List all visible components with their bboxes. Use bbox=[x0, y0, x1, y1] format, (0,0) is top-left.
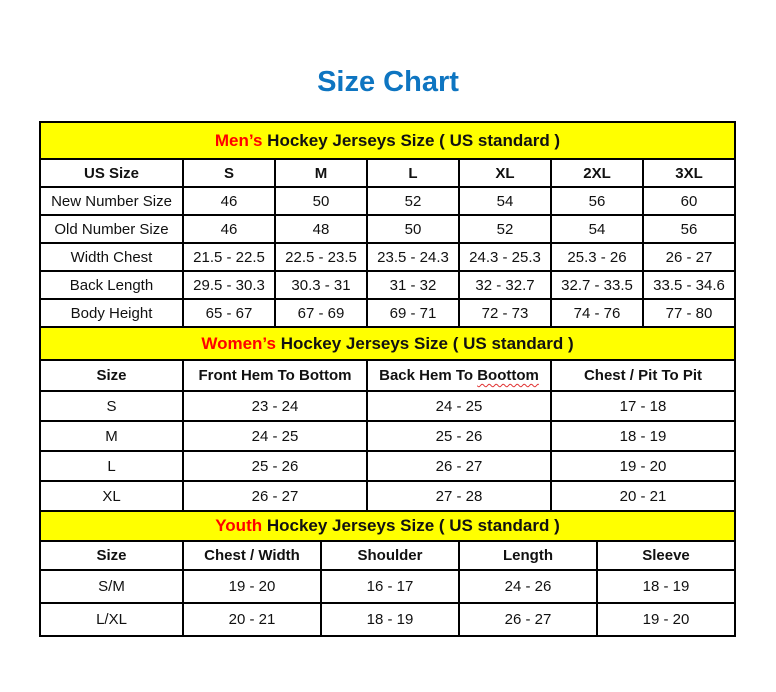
cell: 19 - 20 bbox=[183, 570, 321, 603]
youth-column-header-row bbox=[40, 541, 735, 570]
table-row bbox=[40, 421, 735, 451]
cell: 26 - 27 bbox=[643, 243, 735, 271]
cell: 26 - 27 bbox=[183, 481, 367, 511]
youth-section-header-row bbox=[40, 511, 735, 541]
cell: 30.3 - 31 bbox=[275, 271, 367, 299]
mens-section-rest: Hockey Jerseys Size ( US standard ) bbox=[267, 130, 561, 150]
womens-column-header-row bbox=[40, 360, 735, 391]
cell: 32 - 32.7 bbox=[459, 271, 551, 299]
youth-col-header: Length bbox=[459, 541, 597, 570]
cell: 33.5 - 34.6 bbox=[643, 271, 735, 299]
womens-col-header: Front Hem To Bottom bbox=[183, 360, 367, 391]
cell: 26 - 27 bbox=[459, 603, 597, 636]
table-row bbox=[40, 243, 735, 271]
youth-col-header: Size bbox=[40, 541, 183, 570]
womens-section-prefix: Women’s bbox=[201, 333, 276, 353]
cell: 46 bbox=[183, 215, 275, 243]
row-label: Old Number Size bbox=[40, 215, 183, 243]
mens-col-header: XL bbox=[459, 159, 551, 187]
cell: 29.5 - 30.3 bbox=[183, 271, 275, 299]
size-chart-tables bbox=[39, 121, 736, 637]
cell: 32.7 - 33.5 bbox=[551, 271, 643, 299]
table-row bbox=[40, 570, 735, 603]
cell: 23.5 - 24.3 bbox=[367, 243, 459, 271]
cell: 54 bbox=[551, 215, 643, 243]
womens-col-header: Chest / Pit To Pit bbox=[551, 360, 735, 391]
row-label: New Number Size bbox=[40, 187, 183, 215]
cell: 27 - 28 bbox=[367, 481, 551, 511]
row-label: Back Length bbox=[40, 271, 183, 299]
cell: 21.5 - 22.5 bbox=[183, 243, 275, 271]
cell: 77 - 80 bbox=[643, 299, 735, 327]
table-row bbox=[40, 481, 735, 511]
table-row bbox=[40, 187, 735, 215]
row-label: Width Chest bbox=[40, 243, 183, 271]
mens-col-header: M bbox=[275, 159, 367, 187]
mens-column-header-row bbox=[40, 159, 735, 187]
cell: 19 - 20 bbox=[597, 603, 735, 636]
row-label: Body Height bbox=[40, 299, 183, 327]
mens-section-header bbox=[40, 122, 735, 159]
cell: 54 bbox=[459, 187, 551, 215]
mens-size-table bbox=[39, 121, 736, 328]
cell: 60 bbox=[643, 187, 735, 215]
cell: 20 - 21 bbox=[183, 603, 321, 636]
row-label: S/M bbox=[40, 570, 183, 603]
row-label: XL bbox=[40, 481, 183, 511]
back-hem-label-plain: Back Hem To bbox=[379, 367, 474, 384]
mens-col-header: L bbox=[367, 159, 459, 187]
cell: 65 - 67 bbox=[183, 299, 275, 327]
youth-section-prefix: Youth bbox=[215, 516, 263, 535]
mens-col-header: 2XL bbox=[551, 159, 643, 187]
womens-col-header: Size bbox=[40, 360, 183, 391]
cell: 31 - 32 bbox=[367, 271, 459, 299]
mens-col-header: 3XL bbox=[643, 159, 735, 187]
cell: 20 - 21 bbox=[551, 481, 735, 511]
cell: 24 - 25 bbox=[367, 391, 551, 421]
cell: 25 - 26 bbox=[183, 451, 367, 481]
row-label: L bbox=[40, 451, 183, 481]
womens-section-header-row bbox=[40, 327, 735, 360]
cell: 25.3 - 26 bbox=[551, 243, 643, 271]
youth-col-header: Chest / Width bbox=[183, 541, 321, 570]
table-row bbox=[40, 391, 735, 421]
cell: 52 bbox=[459, 215, 551, 243]
cell: 18 - 19 bbox=[551, 421, 735, 451]
cell: 24 - 26 bbox=[459, 570, 597, 603]
mens-col-header: US Size bbox=[40, 159, 183, 187]
youth-section-header bbox=[40, 511, 735, 541]
cell: 19 - 20 bbox=[551, 451, 735, 481]
row-label: L/XL bbox=[40, 603, 183, 636]
cell: 72 - 73 bbox=[459, 299, 551, 327]
youth-col-header: Sleeve bbox=[597, 541, 735, 570]
cell: 50 bbox=[367, 215, 459, 243]
cell: 50 bbox=[275, 187, 367, 215]
womens-size-table bbox=[39, 326, 736, 512]
cell: 24.3 - 25.3 bbox=[459, 243, 551, 271]
page-title: Size Chart bbox=[317, 66, 459, 98]
cell: 67 - 69 bbox=[275, 299, 367, 327]
youth-section-rest: Hockey Jerseys Size ( US standard ) bbox=[266, 516, 560, 535]
cell: 16 - 17 bbox=[321, 570, 459, 603]
cell: 18 - 19 bbox=[321, 603, 459, 636]
cell: 18 - 19 bbox=[597, 570, 735, 603]
cell: 52 bbox=[367, 187, 459, 215]
youth-col-header: Shoulder bbox=[321, 541, 459, 570]
row-label: M bbox=[40, 421, 183, 451]
cell: 24 - 25 bbox=[183, 421, 367, 451]
table-row bbox=[40, 299, 735, 327]
table-row bbox=[40, 451, 735, 481]
cell: 74 - 76 bbox=[551, 299, 643, 327]
table-row bbox=[40, 603, 735, 636]
table-row bbox=[40, 271, 735, 299]
womens-col-header-back-hem bbox=[367, 360, 551, 391]
cell: 26 - 27 bbox=[367, 451, 551, 481]
cell: 25 - 26 bbox=[367, 421, 551, 451]
cell: 56 bbox=[643, 215, 735, 243]
womens-section-header bbox=[40, 327, 735, 360]
cell: 46 bbox=[183, 187, 275, 215]
youth-size-table bbox=[39, 510, 736, 637]
row-label: S bbox=[40, 391, 183, 421]
mens-col-header: S bbox=[183, 159, 275, 187]
cell: 69 - 71 bbox=[367, 299, 459, 327]
cell: 56 bbox=[551, 187, 643, 215]
cell: 17 - 18 bbox=[551, 391, 735, 421]
back-hem-label-typo-squiggle: Boottom bbox=[477, 367, 539, 384]
mens-section-header-row bbox=[40, 122, 735, 159]
cell: 23 - 24 bbox=[183, 391, 367, 421]
cell: 48 bbox=[275, 215, 367, 243]
mens-section-prefix: Men’s bbox=[214, 130, 263, 150]
table-row bbox=[40, 215, 735, 243]
cell: 22.5 - 23.5 bbox=[275, 243, 367, 271]
womens-section-rest: Hockey Jerseys Size ( US standard ) bbox=[280, 333, 574, 353]
